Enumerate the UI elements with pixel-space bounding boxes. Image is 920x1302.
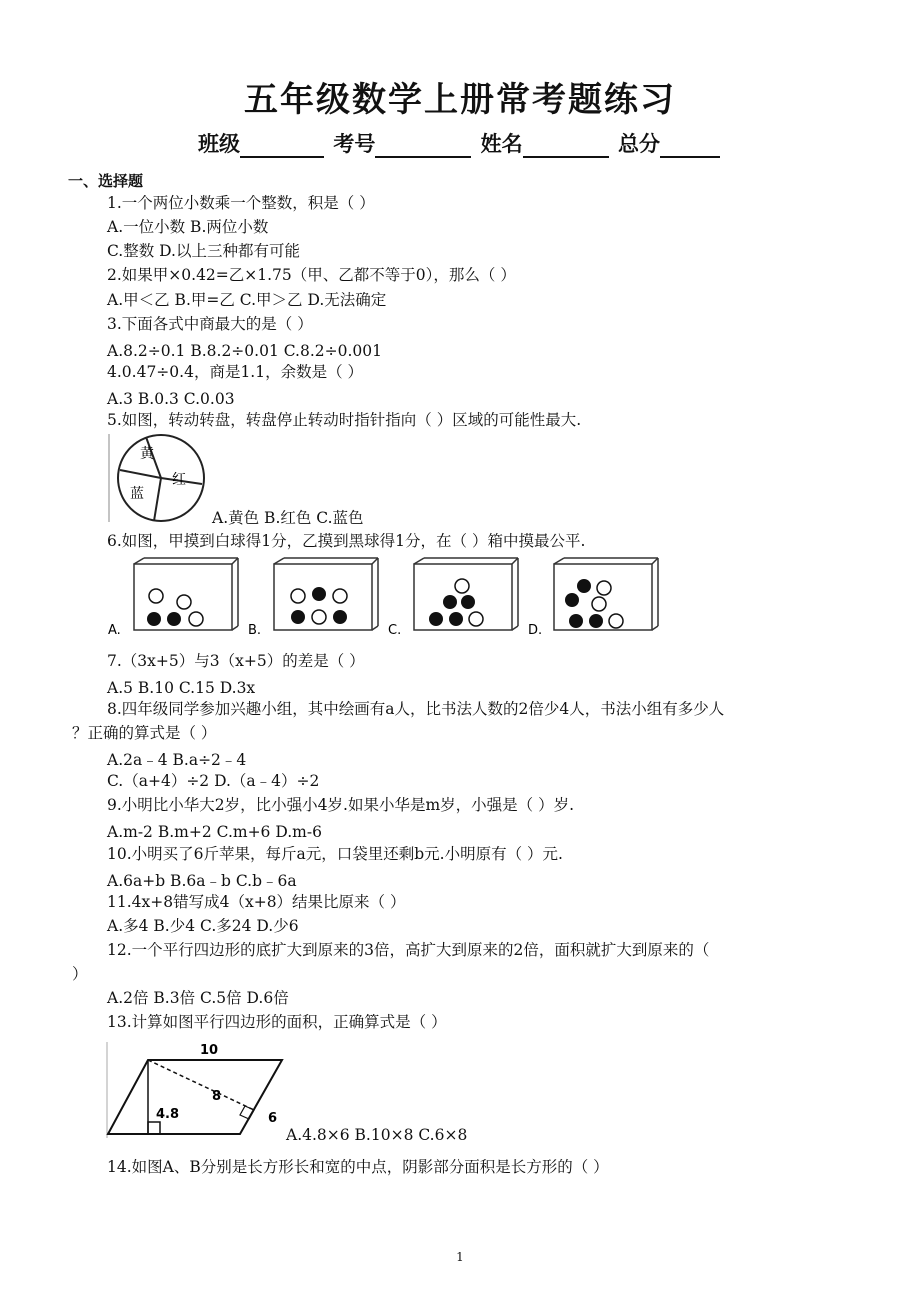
question-7-stem: 7.（3x+5）与3（x+5）的差是（ ） bbox=[107, 652, 365, 670]
black-ball bbox=[589, 614, 603, 628]
ball-box-c bbox=[388, 558, 518, 638]
spinner-label-red: 红 bbox=[172, 472, 186, 488]
question-5-options: A.黄色 B.红色 C.蓝色 bbox=[212, 509, 364, 527]
ball-box-b bbox=[248, 558, 378, 638]
number-label: 考号 bbox=[333, 132, 376, 156]
question-9-stem: 9.小明比小华大2岁，比小强小4岁.如果小华是m岁，小强是（ ）岁. bbox=[107, 796, 574, 814]
class-label: 班级 bbox=[198, 132, 241, 156]
student-info bbox=[0, 128, 920, 158]
name-label: 姓名 bbox=[480, 132, 523, 156]
box-label-c: C. bbox=[388, 623, 402, 638]
ball-box-a bbox=[108, 558, 238, 638]
white-ball bbox=[189, 612, 203, 626]
question-8-stem: 8.四年级同学参加兴趣小组，其中绘画有a人，比书法人数的2倍少4人，书法小组有多少人 bbox=[107, 700, 725, 718]
question-6-stem: 6.如图，甲摸到白球得1分，乙摸到黑球得1分，在（ ）箱中摸最公平. bbox=[107, 532, 586, 550]
question-14-stem: 14.如图A、B分别是长方形长和宽的中点，阴影部分面积是长方形的（ ） bbox=[107, 1158, 609, 1176]
question-5-stem: 5.如图，转动转盘，转盘停止转动时指针指向（ ）区域的可能性最大. bbox=[107, 411, 582, 429]
parallelogram-figure bbox=[104, 1038, 286, 1142]
question-3-options: A.8.2÷0.1 B.8.2÷0.01 C.8.2÷0.001 bbox=[107, 342, 382, 360]
class-blank[interactable] bbox=[240, 134, 324, 158]
parallelogram-shape bbox=[108, 1060, 282, 1134]
black-ball bbox=[443, 595, 457, 609]
white-ball bbox=[333, 589, 347, 603]
label-side-6: 6 bbox=[268, 1111, 278, 1126]
label-base-10: 10 bbox=[200, 1043, 219, 1058]
question-3-stem: 3.下面各式中商最大的是（ ） bbox=[107, 315, 313, 333]
question-11-stem: 11.4x+8错写成4（x+8）结果比原来（ ） bbox=[107, 893, 406, 911]
question-12-stem: 12.一个平行四边形的底扩大到原来的3倍，高扩大到原来的2倍，面积就扩大到原来的（ bbox=[107, 941, 710, 959]
white-ball bbox=[455, 579, 469, 593]
spinner-label-yellow: 黄 bbox=[140, 446, 154, 462]
question-8-stem-continued: ？正确的算式是（ ） bbox=[72, 724, 217, 742]
question-12-stem-continued: ） bbox=[72, 965, 88, 983]
black-ball bbox=[461, 595, 475, 609]
name-blank[interactable] bbox=[523, 134, 609, 158]
white-ball bbox=[149, 589, 163, 603]
box-label-d: D. bbox=[528, 623, 543, 638]
question-13-stem: 13.计算如图平行四边形的面积，正确算式是（ ） bbox=[107, 1013, 447, 1031]
box-label-b: B. bbox=[248, 623, 262, 638]
number-blank[interactable] bbox=[375, 134, 471, 158]
black-ball bbox=[167, 612, 181, 626]
white-ball bbox=[592, 597, 606, 611]
ball-box-d bbox=[528, 558, 658, 638]
question-11-options: A.多4 B.少4 C.多24 D.少6 bbox=[107, 917, 299, 935]
white-ball bbox=[177, 595, 191, 609]
question-2-options: A.甲＜乙 B.甲=乙 C.甲＞乙 D.无法确定 bbox=[107, 291, 387, 309]
white-ball bbox=[291, 589, 305, 603]
question-1-options-b: C.整数 D.以上三种都有可能 bbox=[107, 242, 300, 260]
box-label-a: A. bbox=[108, 623, 121, 638]
white-ball bbox=[597, 581, 611, 595]
question-8-options-b: C.（a+4）÷2 D.（a﹣4）÷2 bbox=[107, 772, 320, 790]
question-8-options-a: A.2a﹣4 B.a÷2﹣4 bbox=[107, 751, 247, 769]
label-height-4-8: 4.8 bbox=[156, 1107, 180, 1122]
spinner-label-blue: 蓝 bbox=[130, 486, 144, 502]
question-1-options-a: A.一位小数 B.两位小数 bbox=[107, 218, 269, 236]
black-ball bbox=[147, 612, 161, 626]
white-ball bbox=[312, 610, 326, 624]
black-ball bbox=[429, 612, 443, 626]
black-ball bbox=[312, 587, 326, 601]
question-9-options: A.m-2 B.m+2 C.m+6 D.m-6 bbox=[107, 823, 322, 841]
section-heading: 一、选择题 bbox=[68, 172, 144, 190]
question-10-stem: 10.小明买了6斤苹果，每斤a元，口袋里还剩b元.小明原有（ ）元. bbox=[107, 845, 563, 863]
score-label: 总分 bbox=[617, 132, 660, 156]
question-12-options: A.2倍 B.3倍 C.5倍 D.6倍 bbox=[107, 989, 289, 1007]
black-ball bbox=[569, 614, 583, 628]
score-blank[interactable] bbox=[660, 134, 720, 158]
ball-boxes-figure bbox=[104, 556, 664, 640]
question-4-stem: 4.0.47÷0.4，商是1.1，余数是（ ） bbox=[107, 363, 364, 381]
black-ball bbox=[449, 612, 463, 626]
question-4-options: A.3 B.0.3 C.0.03 bbox=[107, 390, 235, 408]
black-ball bbox=[565, 593, 579, 607]
white-ball bbox=[469, 612, 483, 626]
page-number: 1 bbox=[456, 1250, 464, 1264]
question-13-options: A.4.8×6 B.10×8 C.6×8 bbox=[286, 1126, 468, 1144]
black-ball bbox=[577, 579, 591, 593]
black-ball bbox=[291, 610, 305, 624]
black-ball bbox=[333, 610, 347, 624]
white-ball bbox=[609, 614, 623, 628]
spinner-figure bbox=[106, 432, 210, 524]
question-1-stem: 1.一个两位小数乘一个整数，积是（ ） bbox=[107, 194, 375, 212]
page-title: 五年级数学上册常考题练习 bbox=[244, 80, 676, 120]
question-2-stem: 2.如果甲×0.42=乙×1.75（甲、乙都不等于0），那么（ ） bbox=[107, 266, 516, 284]
question-10-options: A.6a+b B.6a﹣b C.b﹣6a bbox=[107, 872, 297, 890]
question-7-options: A.5 B.10 C.15 D.3x bbox=[107, 679, 256, 697]
label-length-8: 8 bbox=[212, 1089, 222, 1104]
